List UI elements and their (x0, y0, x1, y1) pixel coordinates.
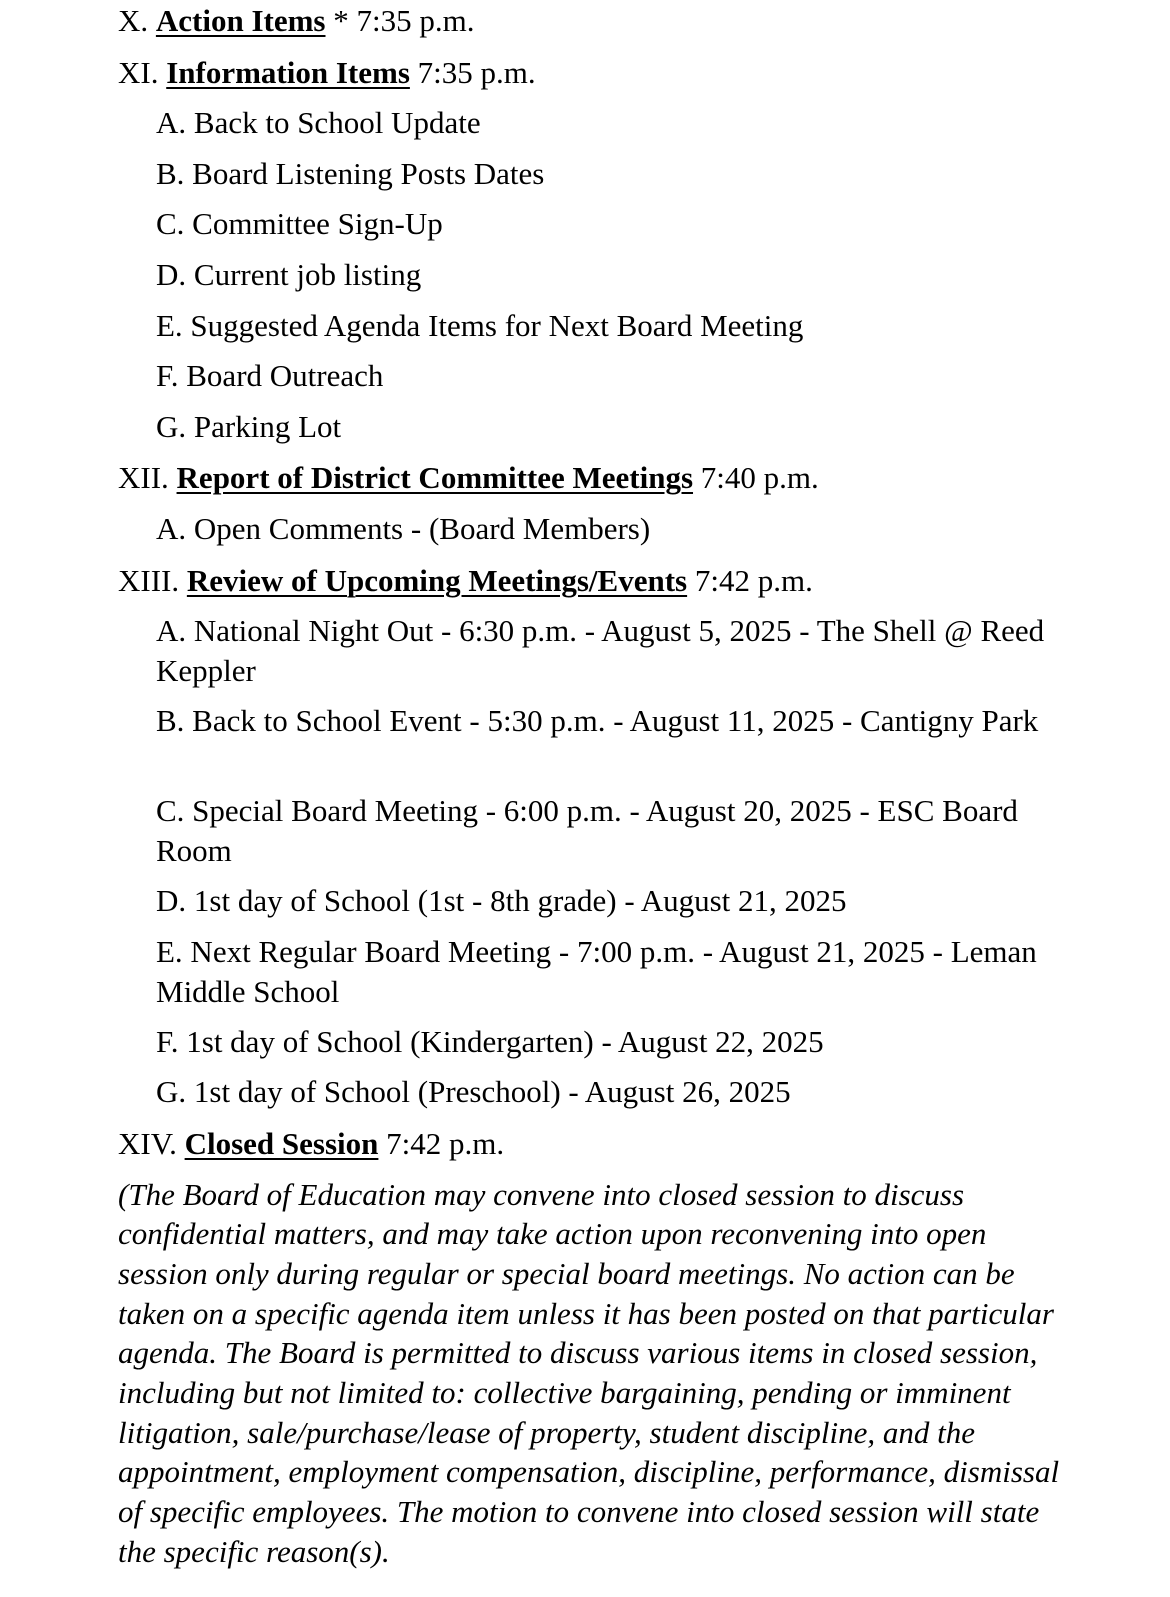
section-heading: Information Items (166, 54, 410, 90)
section-numeral: XIII. (118, 562, 180, 598)
list-item: D. Current job listing (156, 256, 422, 292)
list-item: D. 1st day of School (1st - 8th grade) - August 21, 2025 (156, 883, 847, 919)
section-numeral: XII. (118, 460, 169, 496)
event-text: B. Back to School Event - 5:30 p.m. - August 11, 2025 - Cantigny Park (156, 703, 1039, 739)
agenda-page (118, 0, 1078, 1572)
section-heading: Closed Session (184, 1125, 379, 1161)
section-heading: Report of District Committee Meetings (176, 460, 694, 496)
section-time: 7:40 p.m. (693, 460, 819, 496)
section-time: 7:42 p.m. (687, 562, 813, 598)
section-time: * 7:35 p.m. (325, 3, 475, 38)
section-numeral: XI. (118, 54, 159, 90)
list-item (118, 932, 1078, 1022)
list-item (118, 791, 1078, 881)
section-information-items (118, 52, 1078, 104)
list-item: F. 1st day of School (Kindergarten) - August 22, 2025 (156, 1023, 824, 1059)
list-item: A. Open Comments - (Board Members) (156, 510, 651, 546)
list-item: G. Parking Lot (156, 408, 342, 444)
section-numeral: X. (118, 3, 149, 38)
event-text: C. Special Board Meeting - 6:00 p.m. - August 20, 2025 - ESC Board Room (156, 793, 1018, 869)
list-item: F. Board Outreach (156, 358, 384, 394)
list-item: B. Board Listening Posts Dates (156, 155, 545, 191)
section-district-committee-reports (118, 457, 1078, 509)
list-item: A. Back to School Update (156, 105, 481, 141)
section-time: 7:35 p.m. (409, 54, 536, 90)
closed-session-note: (The Board of Education may convene into closed session to discuss confidential matters, and may take action upon reconvening into open session only during regular or special board meetings. No action can be taken on a specific agenda item unless it has been posted on that particular agenda. The Board is permitted to discuss various items in closed session, including but not limited to: collective bargaining, pending or imminent litigation, sale/purchase/lease of property, student discipline, and the appointment, employment compensation, discipline, performance, dismissal of specific employees. The motion to convene into closed session will state the specific reason(s). (118, 1176, 1060, 1569)
list-item (118, 611, 1078, 701)
list-item: E. Suggested Agenda Items for Next Board Meeting (156, 307, 804, 343)
section-upcoming-meetings-events (118, 560, 1078, 612)
section-numeral: XIV. (118, 1125, 177, 1161)
list-item (118, 701, 1078, 791)
section-heading: Review of Upcoming Meetings/Events (186, 562, 688, 598)
section-closed-session (118, 1123, 1078, 1175)
section-heading: Action Items (155, 3, 326, 38)
event-text: A. National Night Out - 6:30 p.m. - August 5, 2025 - The Shell @ Reed Keppler (156, 613, 1045, 689)
list-item: C. Committee Sign-Up (156, 206, 443, 242)
event-text: E. Next Regular Board Meeting - 7:00 p.m. - August 21, 2025 - Leman Middle School (156, 933, 1037, 1009)
section-action-items (118, 0, 1078, 52)
list-item: G. 1st day of School (Preschool) - August 26, 2025 (156, 1074, 791, 1110)
section-time: 7:42 p.m. (378, 1125, 505, 1161)
